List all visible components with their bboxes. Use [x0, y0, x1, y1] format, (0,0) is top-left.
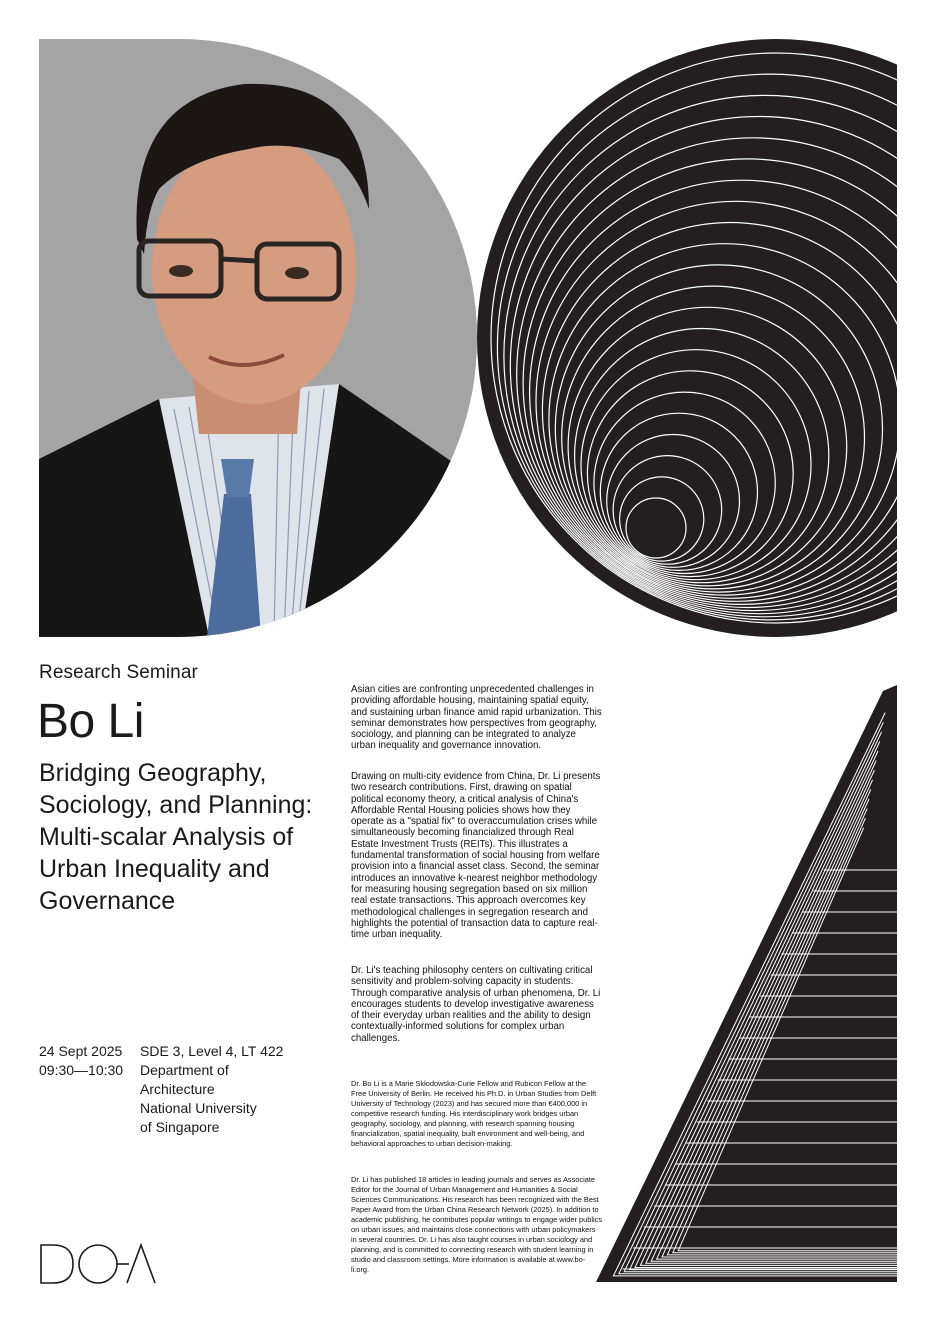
venue-line: National University	[140, 1100, 257, 1116]
seminar-title: Bridging Geography, Sociology, and Planning: Multi-scalar Analysis of Urban Inequality and Governance	[39, 759, 313, 915]
concentric-rings-graphic	[477, 39, 897, 637]
event-datetime	[39, 1042, 123, 1080]
event-type-label: Research Seminar	[39, 662, 198, 683]
event-date: 24 Sept 2025	[39, 1043, 123, 1059]
venue-line: of Singapore	[140, 1119, 220, 1135]
speaker-bio-paragraph: Dr. Bo Li is a Marie Skłodowska-Curie Fellow and Rubicon Fellow at the Free University of Berlin. He received his Ph.D. in Urban Studies from Delft University of Technology (2023) and has secured more than €400,000 in competitive research funding. His interdisciplinary work bridges urban geography, sociology, and planning, with research spanning housing financialization, spatial inequality, built environment and well-being, and behavioral approaches to urban decision-making.	[351, 1079, 597, 1148]
abstract-paragraph: Drawing on multi-city evidence from China, Dr. Li presents two research contributions. First, drawing on spatial political economy theory, a critical analysis of China's Affordable Rental Housing policies shows how they operate as a "spatial fix" to overaccumulation crises while simultaneously becoming financialized through Real Estate Investment Trusts (REITs). This illustrates a fundamental transformation of social housing from welfare provision into a financial asset class. Second, the seminar introduces an innovative k-nearest neighbor methodology for measuring housing segregation based on six million real estate transactions. This approach overcomes key methodological challenges in segregation research and highlights the potential of transaction data to capture real-time urban inequality.	[351, 771, 601, 941]
venue-line: SDE 3, Level 4, LT 422	[140, 1043, 284, 1059]
stepped-triangle-graphic	[596, 685, 897, 1282]
speaker-portrait	[39, 39, 477, 637]
venue-line: Architecture	[140, 1081, 215, 1097]
speaker-name: Bo Li	[37, 695, 144, 748]
speaker-bio-paragraph: Dr. Li has published 18 articles in leading journals and serves as Associate Editor for the Journal of Urban Management and Humanities & Social Sciences Communications. His research has been recognized with the Best Paper Award from the Urban China Research Network (2025). In addition to academic publishing, he contributes popular writings to engage wider publics on urban issues, and maintains close connections with urban policymakers in several countries. Dr. Li has also taught courses in urban sociology and planning, and is committed to connecting research with student learning in studio and classroom settings. More information is available at www.bo-li.org.	[351, 1175, 603, 1274]
abstract-paragraph: Dr. Li's teaching philosophy centers on cultivating critical sensitivity and problem-solving capacity in students. Through comparative analysis of urban phenomena, Dr. Li encourages students to develop investigative awareness of their everyday urban realities and the ability to design contextually-informed solutions for complex urban challenges.	[351, 965, 601, 1044]
venue-line: Department of	[140, 1062, 229, 1078]
abstract-paragraph: Asian cities are confronting unprecedented challenges in providing affordable housing, maintaining spatial equity, and sustaining urban finance amid rapid urbanization. This seminar demonstrates how perspectives from geography, sociology, and planning can be integrated to analyze urban inequality and governance innovation.	[351, 684, 602, 752]
triangle-shape	[596, 685, 897, 1282]
event-venue	[140, 1042, 283, 1137]
doa-logo	[39, 1243, 159, 1285]
event-time: 09:30—10:30	[39, 1062, 124, 1078]
